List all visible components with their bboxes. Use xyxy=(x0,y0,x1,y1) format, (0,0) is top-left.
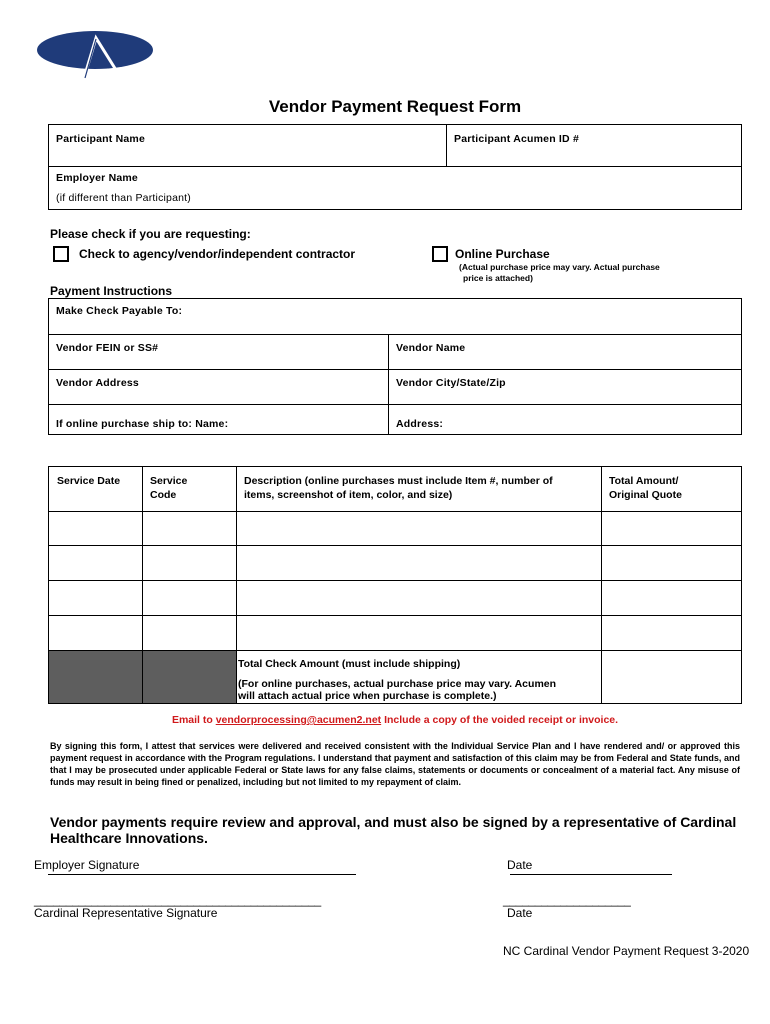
employer-name-label: Employer Name xyxy=(56,172,138,184)
col-header-total: Total Amount/ xyxy=(609,475,679,487)
service-date-input[interactable] xyxy=(49,512,142,545)
ship-address-label: Address: xyxy=(396,418,444,430)
col-header-description-2: items, screenshot of item, color, and size) xyxy=(244,489,453,501)
email-link[interactable]: vendorprocessing@acumen2.net xyxy=(215,714,382,726)
online-purchase-note: (Actual purchase price may vary. Actual purchase xyxy=(459,262,660,272)
col-header-service-code-2: Code xyxy=(150,489,177,501)
acumen-id-label: Participant Acumen ID # xyxy=(454,133,579,145)
page-title: Vendor Payment Request Form xyxy=(268,97,522,116)
footer-form-id: NC Cardinal Vendor Payment Request 3-2020 xyxy=(503,944,750,958)
service-code-input[interactable] xyxy=(143,512,236,545)
total-check-amount-input[interactable] xyxy=(602,651,741,703)
col-header-service-date: Service Date xyxy=(57,475,121,487)
participant-name-label: Participant Name xyxy=(56,133,145,145)
date-label: Date xyxy=(507,858,533,872)
divider xyxy=(388,334,389,435)
divider xyxy=(48,545,742,546)
divider xyxy=(48,404,742,405)
total-check-amount-label: Total Check Amount (must include shipping) xyxy=(238,658,461,670)
email-prefix: Email to xyxy=(171,714,216,726)
employer-signature-label: Employer Signature xyxy=(34,858,140,872)
vendor-name-label: Vendor Name xyxy=(396,342,466,354)
email-notice xyxy=(0,714,770,726)
shaded-cell xyxy=(49,651,142,703)
employer-signature-line[interactable] xyxy=(48,874,356,875)
col-header-service-code: Service xyxy=(150,475,188,487)
rep-signature-line[interactable]: _____________________________________________ xyxy=(34,893,321,907)
shaded-cell xyxy=(143,651,236,703)
rep-date-line[interactable]: ____________________ xyxy=(503,893,631,907)
divider xyxy=(48,166,742,167)
check-option-label: Check to agency/vendor/independent contractor xyxy=(79,247,356,261)
divider xyxy=(446,124,447,166)
online-purchase-checkbox[interactable] xyxy=(432,246,448,262)
ship-name-label: If online purchase ship to: Name: xyxy=(56,418,229,430)
vendor-fein-label: Vendor FEIN or SS# xyxy=(56,342,159,354)
payment-heading: Payment Instructions xyxy=(50,284,173,298)
divider xyxy=(48,369,742,370)
request-heading: Please check if you are requesting: xyxy=(50,227,251,241)
total-check-note-2: will attach actual price when purchase is complete.) xyxy=(238,690,497,702)
col-header-description: Description (online purchases must include Item #, number of xyxy=(244,475,553,487)
total-check-note: (For online purchases, actual purchase price may vary. Acumen xyxy=(238,678,557,690)
date-line[interactable] xyxy=(510,874,672,875)
check-option-checkbox[interactable] xyxy=(53,246,69,262)
online-purchase-note-2: price is attached) xyxy=(463,273,533,283)
cardinal-logo xyxy=(36,30,154,80)
divider xyxy=(236,466,237,704)
divider xyxy=(48,334,742,335)
vendor-address-label: Vendor Address xyxy=(56,377,139,389)
online-purchase-label: Online Purchase xyxy=(455,247,550,261)
approval-statement: Vendor payments require review and approval, and must also be signed by a representative of Cardinal Healthcare Innovations. xyxy=(50,814,737,846)
rep-signature-label: Cardinal Representative Signature xyxy=(34,906,218,920)
total-amount-input[interactable] xyxy=(602,512,741,545)
attestation-text: By signing this form, I attest that services were delivered and received consistent with the Individual Service Plan and I have rendered and/ or approved this payment request in accordance with the Program regulations. I understand that payment and satisfaction of this claim may be from Federal and State funds, and that I may be prosecuted under applicable Federal or State laws for any false claims, statements or documents or concealment of a material fact. Any misuse of funds may result in being fined or penalized, including but not limited to my repayment of claim. xyxy=(50,741,740,787)
payment-section xyxy=(48,298,742,435)
email-suffix: Include a copy of the voided receipt or invoice. xyxy=(381,714,619,726)
vendor-city-label: Vendor City/State/Zip xyxy=(396,377,506,389)
employer-name-hint: (if different than Participant) xyxy=(56,192,191,204)
col-header-total-2: Original Quote xyxy=(609,489,682,501)
rep-date-label: Date xyxy=(507,906,533,920)
description-input[interactable] xyxy=(237,512,601,545)
divider xyxy=(48,615,742,616)
payable-to-label: Make Check Payable To: xyxy=(56,305,183,317)
divider xyxy=(48,580,742,581)
